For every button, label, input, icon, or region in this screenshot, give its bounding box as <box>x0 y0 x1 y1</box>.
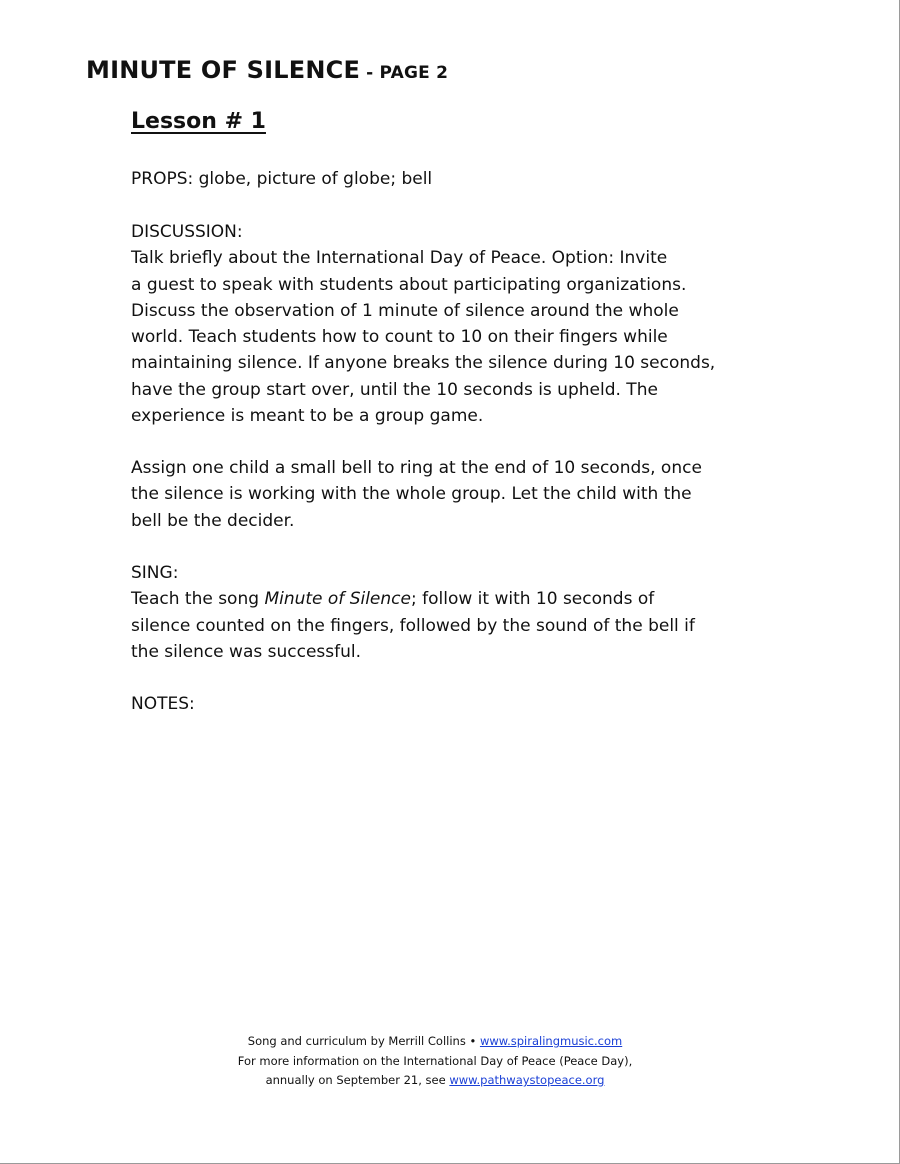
sing-line <box>131 586 791 612</box>
discussion-section <box>131 219 791 429</box>
sing-label: SING: <box>131 563 179 583</box>
discussion-line: a guest to speak with students about participating organizations. <box>131 274 687 295</box>
document-title <box>86 56 448 84</box>
sing-line: silence counted on the fingers, followed by the sound of the bell if <box>131 615 695 636</box>
footer-info-line: For more information on the International Day of Peace (Peace Day), <box>237 1053 633 1068</box>
footer-date-line <box>0 1071 870 1091</box>
document-title-main: MINUTE OF SILENCE <box>86 56 361 84</box>
song-title: Minute of Silence <box>264 589 411 610</box>
discussion-line: have the group start over, until the 10 seconds is upheld. The <box>131 379 658 400</box>
notes-label: NOTES: <box>131 694 195 714</box>
footer-date-text: annually on September 21, see <box>265 1073 450 1087</box>
lesson-heading: Lesson # 1 <box>131 109 266 134</box>
footer <box>0 1032 870 1091</box>
footer-credit-text: Song and curriculum by Merrill Collins • <box>247 1034 480 1048</box>
assign-line: bell be the decider. <box>131 510 295 531</box>
props-section <box>131 166 791 192</box>
assign-line: the silence is working with the whole group. Let the child with the <box>131 484 692 505</box>
sing-section <box>131 560 791 665</box>
assign-line: Assign one child a small bell to ring at the end of 10 seconds, once <box>131 458 702 478</box>
spiralingmusic-link[interactable]: www.spiralingmusic.com <box>479 1034 623 1048</box>
sing-line-start: Teach the song <box>131 589 265 610</box>
discussion-line: world. Teach students how to count to 10 on their fingers while <box>131 327 668 348</box>
discussion-line: experience is meant to be a group game. <box>131 406 484 427</box>
discussion-line: Discuss the observation of 1 minute of silence around the whole <box>131 300 679 321</box>
assign-section <box>131 455 791 534</box>
discussion-label: DISCUSSION: <box>131 222 243 242</box>
props-line: PROPS: globe, picture of globe; bell <box>131 169 433 189</box>
footer-credit-line <box>0 1032 870 1052</box>
document-title-page: - PAGE 2 <box>360 63 449 83</box>
sing-line: the silence was successful. <box>131 641 362 662</box>
discussion-line: maintaining silence. If anyone breaks the silence during 10 seconds, <box>131 353 716 374</box>
discussion-line: Talk briefly about the International Day of Peace. Option: Invite <box>131 248 668 269</box>
sing-line-end: ; follow it with 10 seconds of <box>410 589 655 610</box>
notes-section <box>131 691 791 717</box>
pathwaystopeace-link[interactable]: www.pathwaystopeace.org <box>449 1073 605 1087</box>
